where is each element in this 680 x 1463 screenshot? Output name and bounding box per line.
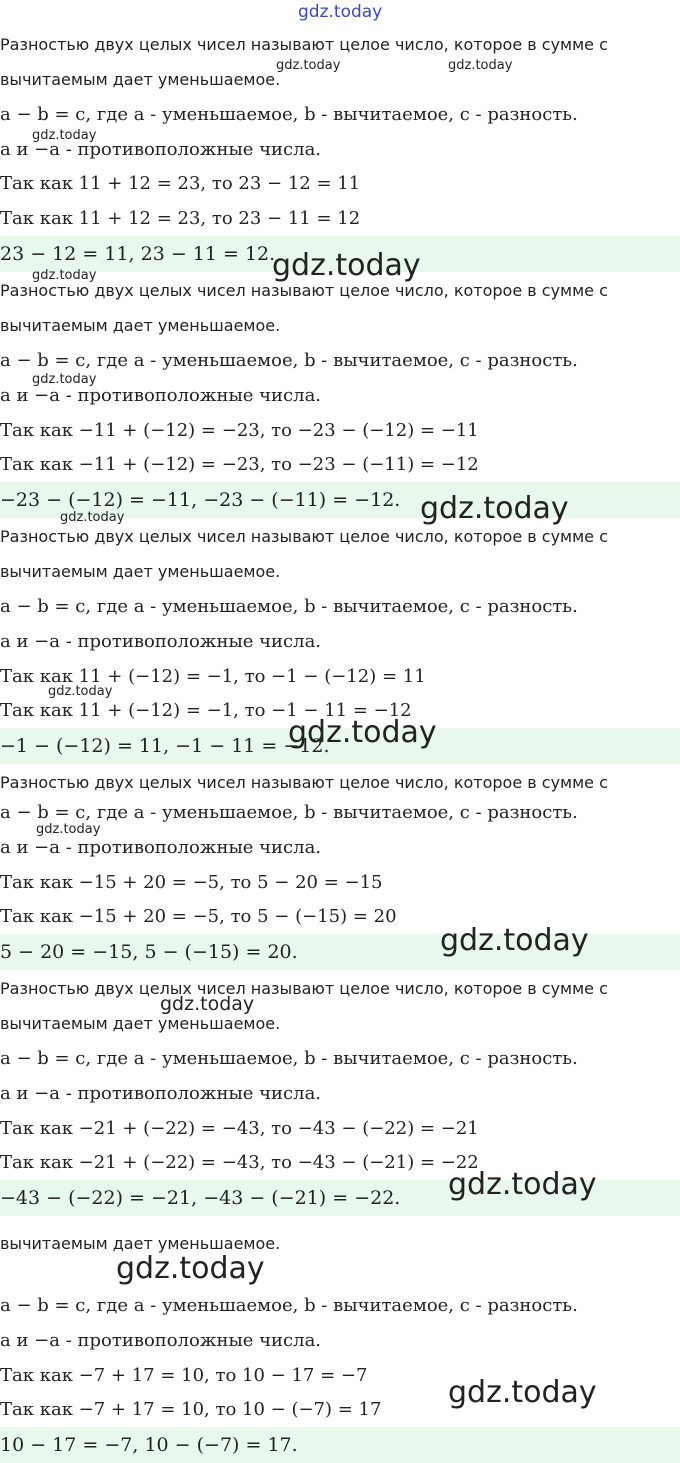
answer-line: −1 − (−12) = 11, −1 − 11 = −12. (0, 728, 680, 764)
text-line: вычитаемым дает уменьшаемое. (0, 562, 281, 581)
watermark: gdz.today (48, 684, 113, 699)
text-line: Разностью двух целых чисел называют целое число, которое в сумме с (0, 527, 608, 546)
text-line: Так как −11 + (−12) = −23, то −23 − (−12) = −11 (0, 420, 479, 441)
watermark: gdz.today (32, 268, 97, 283)
text-line: a − b = c, где a - уменьшаемое, b - вычитаемое, c - разность. (0, 350, 578, 371)
watermark: gdz.today (298, 2, 383, 22)
watermark: gdz.today (448, 58, 513, 73)
text-line: Так как 11 + 12 = 23, то 23 − 12 = 11 (0, 173, 361, 194)
watermark: gdz.today (36, 822, 101, 837)
text-line: Так как 11 + 12 = 23, то 23 − 11 = 12 (0, 208, 361, 229)
text-line: a и −a - противоположные числа. (0, 1083, 322, 1104)
text-line: a и −a - противоположные числа. (0, 837, 322, 858)
text-line: Так как 11 + (−12) = −1, то −1 − 11 = −12 (0, 700, 412, 721)
text-line: вычитаемым дает уменьшаемое. (0, 316, 281, 335)
text-line: Так как −7 + 17 = 10, то 10 − (−7) = 17 (0, 1399, 382, 1420)
text-line: вычитаемым дает уменьшаемое. (0, 1014, 281, 1033)
watermark: gdz.today (420, 491, 569, 526)
text-line: Так как −7 + 17 = 10, то 10 − 17 = −7 (0, 1365, 368, 1386)
answer-line: 23 − 12 = 11, 23 − 11 = 12. (0, 236, 680, 272)
answer-line: −23 − (−12) = −11, −23 − (−11) = −12. (0, 482, 680, 518)
text-line: Разностью двух целых чисел называют целое число, которое в сумме с (0, 35, 608, 54)
watermark: gdz.today (32, 372, 97, 387)
text-line: Разностью двух целых чисел называют целое число, которое в сумме с (0, 979, 608, 998)
answer-line: 5 − 20 = −15, 5 − (−15) = 20. (0, 934, 680, 970)
text-line: Разностью двух целых чисел называют целое число, которое в сумме с (0, 281, 608, 300)
text-line: Так как −15 + 20 = −5, то 5 − (−15) = 20 (0, 906, 397, 927)
text-line: Так как −15 + 20 = −5, то 5 − 20 = −15 (0, 872, 383, 893)
watermark: gdz.today (448, 1167, 597, 1202)
text-line: Разностью двух целых чисел называют целое число, которое в сумме с (0, 773, 608, 792)
text-line: вычитаемым дает уменьшаемое. (0, 1234, 281, 1253)
text-line: Так как −11 + (−12) = −23, то −23 − (−11) = −12 (0, 454, 479, 475)
text-line: a и −a - противоположные числа. (0, 385, 322, 406)
watermark: gdz.today (272, 248, 421, 283)
answer-line: −43 − (−22) = −21, −43 − (−21) = −22. (0, 1180, 680, 1216)
text-line: a и −a - противоположные числа. (0, 139, 322, 160)
text-line: a и −a - противоположные числа. (0, 1330, 322, 1351)
text-line: Так как 11 + (−12) = −1, то −1 − (−12) = 11 (0, 666, 426, 687)
watermark: gdz.today (60, 510, 125, 525)
watermark: gdz.today (116, 1251, 265, 1286)
text-line: a − b = c, где a - уменьшаемое, b - вычитаемое, c - разность. (0, 104, 578, 125)
watermark: gdz.today (448, 1375, 597, 1410)
text-line: Так как −21 + (−22) = −43, то −43 − (−22) = −21 (0, 1118, 479, 1139)
text-line: a и −a - противоположные числа. (0, 631, 322, 652)
text-line: a − b = c, где a - уменьшаемое, b - вычитаемое, c - разность. (0, 1048, 578, 1069)
watermark: gdz.today (32, 128, 97, 143)
text-line: a − b = c, где a - уменьшаемое, b - вычитаемое, c - разность. (0, 596, 578, 617)
text-line: a − b = c, где a - уменьшаемое, b - вычитаемое, c - разность. (0, 802, 578, 823)
watermark: gdz.today (160, 993, 255, 1015)
watermark: gdz.today (288, 715, 437, 750)
watermark: gdz.today (276, 58, 341, 73)
answer-line: 10 − 17 = −7, 10 − (−7) = 17. (0, 1427, 680, 1463)
watermark: gdz.today (440, 923, 589, 958)
text-line: вычитаемым дает уменьшаемое. (0, 70, 281, 89)
text-line: Так как −21 + (−22) = −43, то −43 − (−21) = −22 (0, 1152, 479, 1173)
text-line: a − b = c, где a - уменьшаемое, b - вычитаемое, c - разность. (0, 1295, 578, 1316)
